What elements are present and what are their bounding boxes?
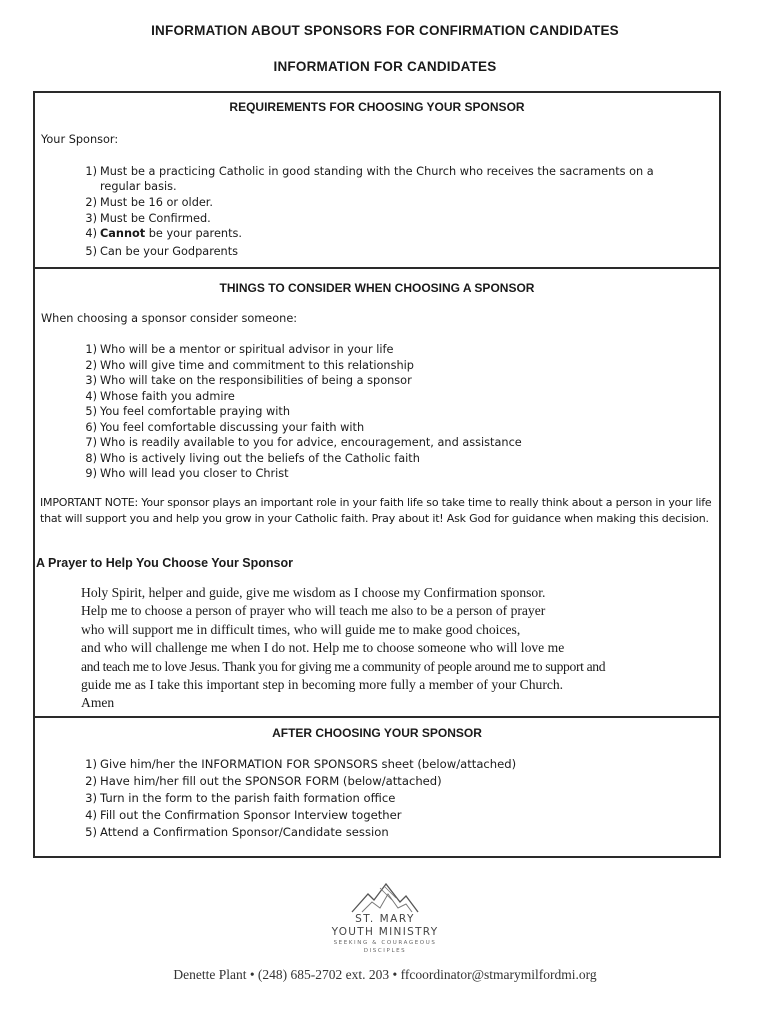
- requirements-title: REQUIREMENTS FOR CHOOSING YOUR SPONSOR: [229, 100, 525, 114]
- list-item: 2 ) Have him/her fill out the SPONSOR FORM (below/attached): [85, 773, 705, 790]
- after-list: [85, 756, 705, 841]
- requirements-section: [33, 91, 721, 269]
- list-item: regular basis.: [100, 179, 177, 193]
- prayer-line: who will support me in difficult times, who will guide me to make good choices,: [81, 621, 521, 637]
- requirements-intro: Your Sponsor:: [41, 133, 119, 146]
- prayer-line: guide me as I take this important step in becoming more fully a member of your Church.: [81, 677, 564, 693]
- logo-line-2: YOUTH MINISTRY: [331, 926, 439, 938]
- list-item: 5 ) Can be your Godparents: [85, 244, 705, 260]
- requirements-list: [85, 164, 705, 259]
- prayer-line: Holy Spirit, helper and guide, give me wisdom as I choose my Confirmation sponsor.: [81, 585, 546, 600]
- list-item: 4 ) Whose faith you admire: [85, 389, 715, 405]
- prayer-line: Help me to choose a person of prayer who will teach me also to be a person of prayer: [81, 603, 546, 619]
- after-section: [33, 716, 721, 858]
- after-title: AFTER CHOOSING YOUR SPONSOR: [272, 726, 482, 740]
- list-item: 4 ) Fill out the Confirmation Sponsor Interview together: [85, 807, 705, 824]
- consider-intro: When choosing a sponsor consider someone:: [41, 312, 298, 325]
- list-item: 1 ) Must be a practicing Catholic in good standing with the Church who receives the sacraments on a: [85, 164, 705, 180]
- prayer-line: and who will challenge me when I do not. Help me to choose someone who will love me: [81, 640, 565, 656]
- list-item: 8 ) Who is actively living out the beliefs of the Catholic faith: [85, 451, 715, 467]
- page-subtitle: INFORMATION FOR CANDIDATES: [273, 59, 497, 74]
- list-item: 5 ) Attend a Confirmation Sponsor/Candidate session: [85, 824, 705, 841]
- contact-footer: Denette Plant • (248) 685-2702 ext. 203 • ffcoordinator@stmarymilfordmi.org: [173, 967, 597, 982]
- page-title: INFORMATION ABOUT SPONSORS FOR CONFIRMATION CANDIDATES: [151, 23, 619, 38]
- prayer-line: Amen: [81, 695, 115, 711]
- important-note: IMPORTANT NOTE: Your sponsor plays an important role in your faith life so take time to really think about a person in your life that will support you and help you grow in your Catholic faith. Pray about it! Ask God for guidance when making this decision.: [40, 496, 712, 525]
- consider-title: THINGS TO CONSIDER WHEN CHOOSING A SPONSOR: [219, 281, 535, 295]
- list-item: 5 ) You feel comfortable praying with: [85, 404, 715, 420]
- list-item: 2 ) Who will give time and commitment to this relationship: [85, 358, 715, 374]
- prayer-line: and teach me to love Jesus. Thank you for giving me a community of people around me to support and: [81, 658, 606, 674]
- list-item: 1 ) Give him/her the INFORMATION FOR SPONSORS sheet (below/attached): [85, 756, 705, 773]
- consider-list: [85, 342, 715, 482]
- prayer-text: [81, 584, 711, 713]
- logo-line-3: SEEKING & COURAGEOUS: [333, 940, 437, 946]
- prayer-title: A Prayer to Help You Choose Your Sponsor: [36, 556, 293, 570]
- list-item: 3 ) Turn in the form to the parish faith formation office: [85, 790, 705, 807]
- list-item: 7 ) Who is readily available to you for advice, encouragement, and assistance: [85, 435, 715, 451]
- list-item: 1 ) Who will be a mentor or spiritual advisor in your life: [85, 342, 715, 358]
- mountains-icon: [310, 880, 460, 914]
- list-item: 9 ) Who will lead you closer to Christ: [85, 466, 715, 482]
- list-item: 6 ) You feel comfortable discussing your faith with: [85, 420, 715, 436]
- list-item: 4 ) Cannot be your parents.: [85, 226, 705, 242]
- list-item: 3 ) Must be Confirmed.: [85, 211, 705, 227]
- logo-line-4: DISCIPLES: [363, 948, 407, 954]
- list-item: 2 ) Must be 16 or older.: [85, 195, 705, 211]
- list-item: 3 ) Who will take on the responsibilities of being a sponsor: [85, 373, 715, 389]
- logo-line-1: ST. MARY: [355, 913, 415, 925]
- youth-ministry-logo: [310, 880, 460, 960]
